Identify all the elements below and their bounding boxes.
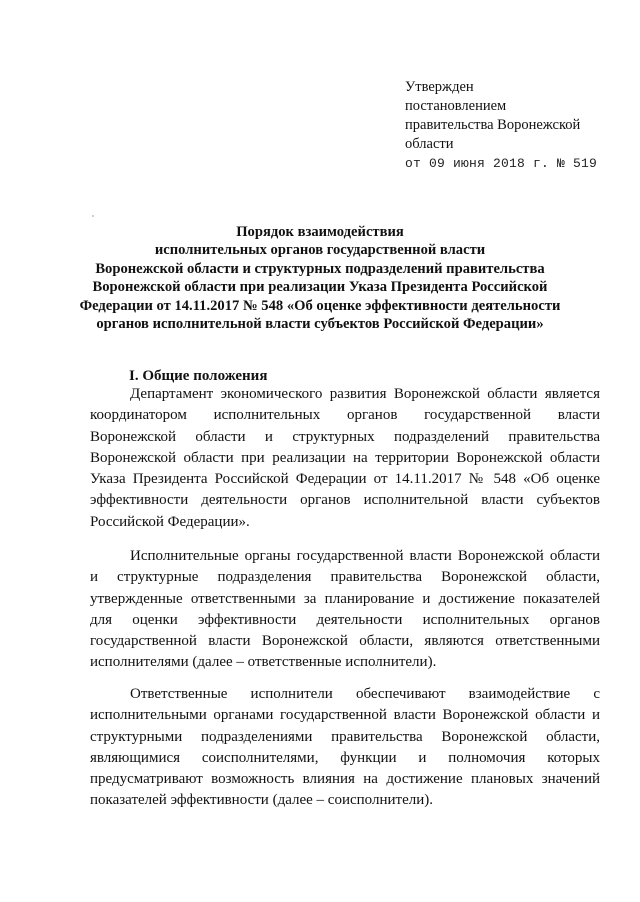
paragraph-line: государственной власти Воронежской области, являются ответственными: [90, 633, 600, 650]
approval-line: постановлением: [405, 98, 507, 114]
paragraph-line: Российской Федерации».: [90, 513, 250, 530]
paragraph-line: структурными подразделениями правительства Воронежской области,: [90, 728, 600, 745]
section-heading: I. Общие положения: [129, 368, 268, 384]
paragraph-line: координатором исполнительных органов государственной власти: [90, 407, 600, 424]
paragraph: [90, 547, 600, 675]
approval-stamp: [405, 78, 625, 173]
paragraph-line: и структурные подразделения правительства Воронежской области,: [90, 569, 600, 586]
paragraph-line: предусматривают возможность влияния на достижение плановых значений: [90, 771, 600, 788]
paragraph-line: Исполнительные органы государственной власти Воронежской области: [130, 548, 600, 564]
paragraph-line: исполнителями (далее – ответственные исполнители).: [90, 654, 437, 671]
title-line: исполнительных органов государственной власти: [154, 242, 486, 259]
title-line: Воронежской области и структурных подразделений правительства: [95, 260, 545, 277]
title-line: Федерации от 14.11.2017 № 548 «Об оценке эффективности деятельности: [79, 297, 561, 314]
title-line: Порядок взаимодействия: [236, 224, 404, 240]
paragraph: [90, 685, 600, 813]
paragraph-line: исполнительными органами государственной власти Воронежской области и: [90, 707, 600, 724]
paragraph-line: утвержденные ответственными за планирование и достижение показателей: [90, 590, 600, 607]
approval-line: правительства Воронежской: [405, 117, 581, 133]
approval-date: от 09 июня 2018 г. № 519: [405, 156, 598, 171]
paragraph-line: являющимися соисполнителями, функции и полномочия которых: [90, 749, 600, 766]
paragraph-line: показателей эффективности (далее – соисполнители).: [90, 792, 433, 809]
paragraph-line: Департамент экономического развития Воронежской области является: [130, 386, 600, 402]
approval-line: Утвержден: [405, 79, 474, 95]
paragraph-line: для оценки эффективности деятельности исполнительных органов: [90, 611, 600, 628]
paragraph-line: Воронежской области при реализации на территории Воронежской области: [90, 449, 600, 466]
paragraph-line: Указа Президента Российской Федерации от 14.11.2017 № 548 «Об оценке: [90, 471, 600, 488]
scan-speck: [92, 215, 94, 217]
title-line: органов исполнительной власти субъектов Российской Федерации»: [96, 316, 544, 333]
title-line: Воронежской области при реализации Указа Президента Российской: [92, 279, 548, 296]
approval-line: области: [405, 136, 454, 152]
paragraph-line: Воронежской области и структурных подразделений правительства: [90, 428, 600, 445]
paragraph-line: Ответственные исполнители обеспечивают взаимодействие с: [130, 686, 600, 702]
paragraph-line: эффективности деятельности органов исполнительной власти субъектов: [90, 492, 600, 509]
paragraph: [90, 385, 600, 534]
document-title: [60, 223, 580, 333]
